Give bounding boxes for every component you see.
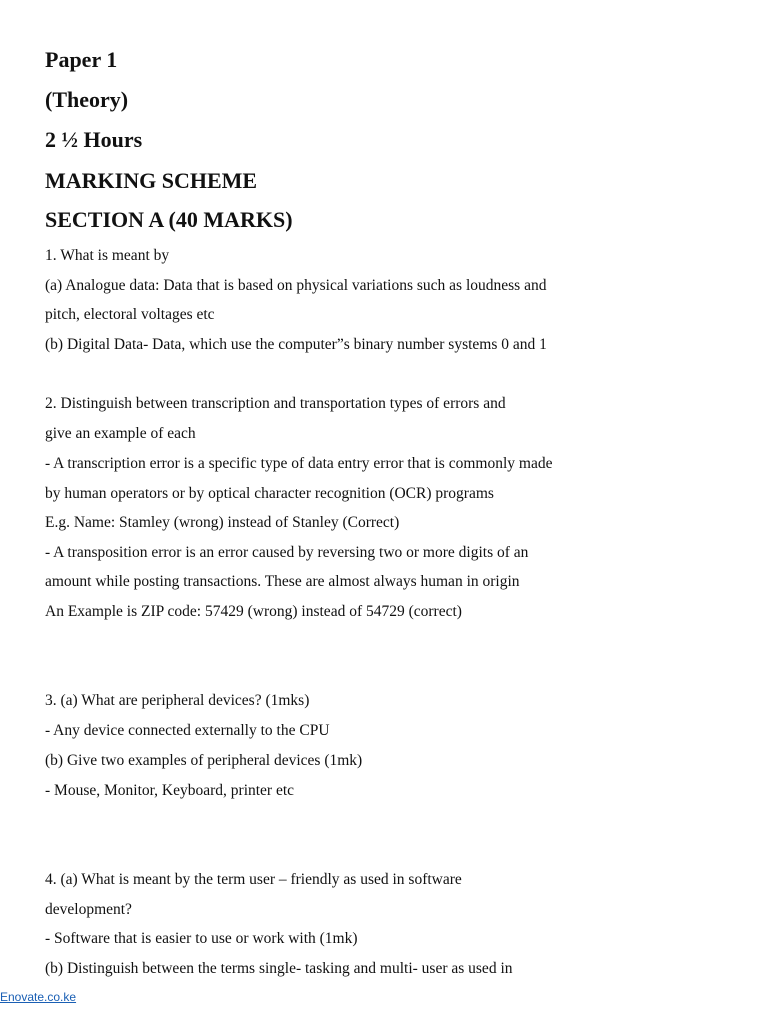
- question-line: development?: [45, 901, 132, 918]
- answer-line: pitch, electoral voltages etc: [45, 306, 215, 323]
- answer-line: - Mouse, Monitor, Keyboard, printer etc: [45, 782, 295, 799]
- answer-line: amount while posting transactions. These are almost always human in origin: [45, 573, 520, 590]
- enovate-link[interactable]: Enovate.co.ke: [0, 990, 77, 1004]
- answer-line: - Any device connected externally to the CPU: [45, 722, 330, 739]
- marking-scheme-heading: MARKING SCHEME: [45, 168, 258, 193]
- answer-line: (a) Analogue data: Data that is based on physical variations such as loudness and: [45, 277, 547, 294]
- answer-line: - A transcription error is a specific type of data entry error that is commonly made: [45, 455, 553, 472]
- question-1-text: 1. What is meant by: [45, 247, 170, 264]
- paper-duration: 2 ½ Hours: [45, 127, 143, 152]
- answer-line: by human operators or by optical character recognition (OCR) programs: [45, 485, 494, 502]
- answer-line: An Example is ZIP code: 57429 (wrong) instead of 54729 (correct): [45, 603, 462, 620]
- answer-line: - A transposition error is an error caused by reversing two or more digits of an: [45, 544, 529, 561]
- question-4-text: 4. (a) What is meant by the term user – friendly as used in software: [45, 871, 462, 888]
- paper-subtitle: (Theory): [45, 87, 129, 112]
- question-2-text: 2. Distinguish between transcription and transportation types of errors and: [45, 395, 506, 412]
- section-heading: SECTION A (40 MARKS): [45, 207, 293, 232]
- paper-title: Paper 1: [45, 47, 118, 72]
- answer-line: - Software that is easier to use or work with (1mk): [45, 930, 358, 947]
- question-line: (b) Give two examples of peripheral devices (1mk): [45, 752, 363, 769]
- answer-line: (b) Digital Data- Data, which use the computer”s binary number systems 0 and 1: [45, 336, 547, 353]
- question-line: (b) Distinguish between the terms single- tasking and multi- user as used in: [45, 960, 513, 977]
- question-line: give an example of each: [45, 425, 196, 442]
- question-3-text: 3. (a) What are peripheral devices? (1mks): [45, 692, 310, 709]
- answer-line: E.g. Name: Stamley (wrong) instead of Stanley (Correct): [45, 514, 400, 531]
